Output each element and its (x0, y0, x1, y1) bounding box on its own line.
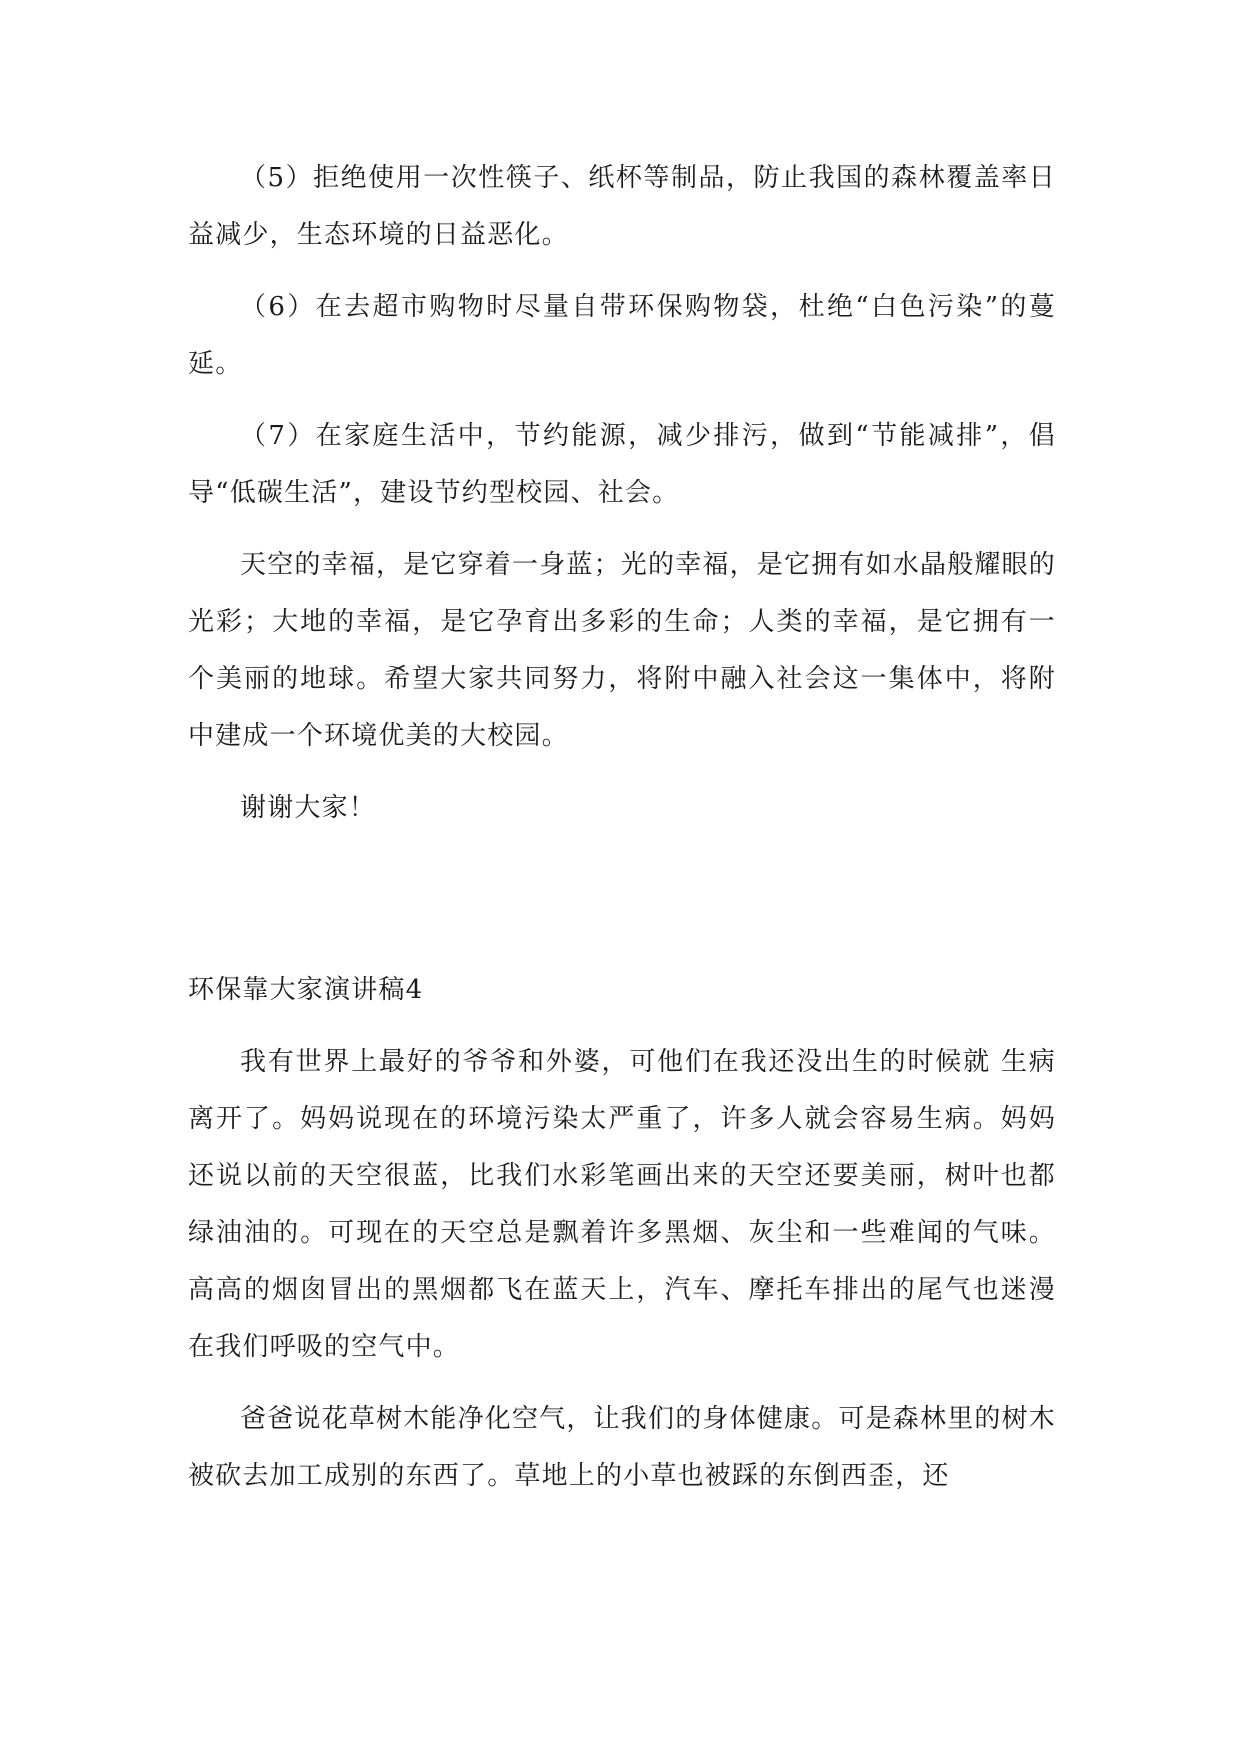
paragraph-trees: 爸爸说花草树木能净化空气，让我们的身体健康。可是森林里的树木被砍去加工成别的东西了。草地上的小草也被踩的东倒西歪，还 (188, 1404, 1057, 1491)
paragraph-item-6: （6）在去超市购物时尽量自带环保购物袋，杜绝“白色污染”的蔓延。 (188, 292, 1056, 379)
section-gap (188, 837, 1056, 962)
paragraph-grandparents: 我有世界上最好的爷爷和外婆，可他们在我还没出生的时候就 生病离开了。妈妈说现在的环境污染太严重了，许多人就会容易生病。妈妈还说以前的天空很蓝，比我们水彩笔画出来的天空还要美丽，树叶也都绿油油的。可现在的天空总是飘着许多黑烟、灰尘和一些难闻的气味。高高的烟囱冒出的黑烟都飞在蓝天上，汽车、摩托车排出的尾气也迷漫在我们呼吸的空气中。 (188, 1047, 1056, 1362)
paragraph-item-7: （7）在家庭生活中，节约能源，减少排污，做到“节能减排”，倡导“低碳生活”，建设节约型校园、社会。 (188, 421, 1056, 508)
paragraph-item-5: （5）拒绝使用一次性筷子、纸杯等制品，防止我国的森林覆盖率日益减少，生态环境的日益恶化。 (188, 163, 1056, 250)
paragraph-thanks: 谢谢大家！ (240, 793, 377, 823)
section-title: 环保靠大家演讲稿4 (188, 975, 424, 1005)
paragraph-closing: 天空的幸福，是它穿着一身蓝；光的幸福，是它拥有如水晶般耀眼的光彩；大地的幸福，是它孕育出多彩的生命；人类的幸福，是它拥有一个美丽的地球。希望大家共同努力，将附中融入社会这一集体中，将附中建成一个环境优美的大校园。 (188, 550, 1057, 751)
document-body (188, 150, 1056, 1505)
